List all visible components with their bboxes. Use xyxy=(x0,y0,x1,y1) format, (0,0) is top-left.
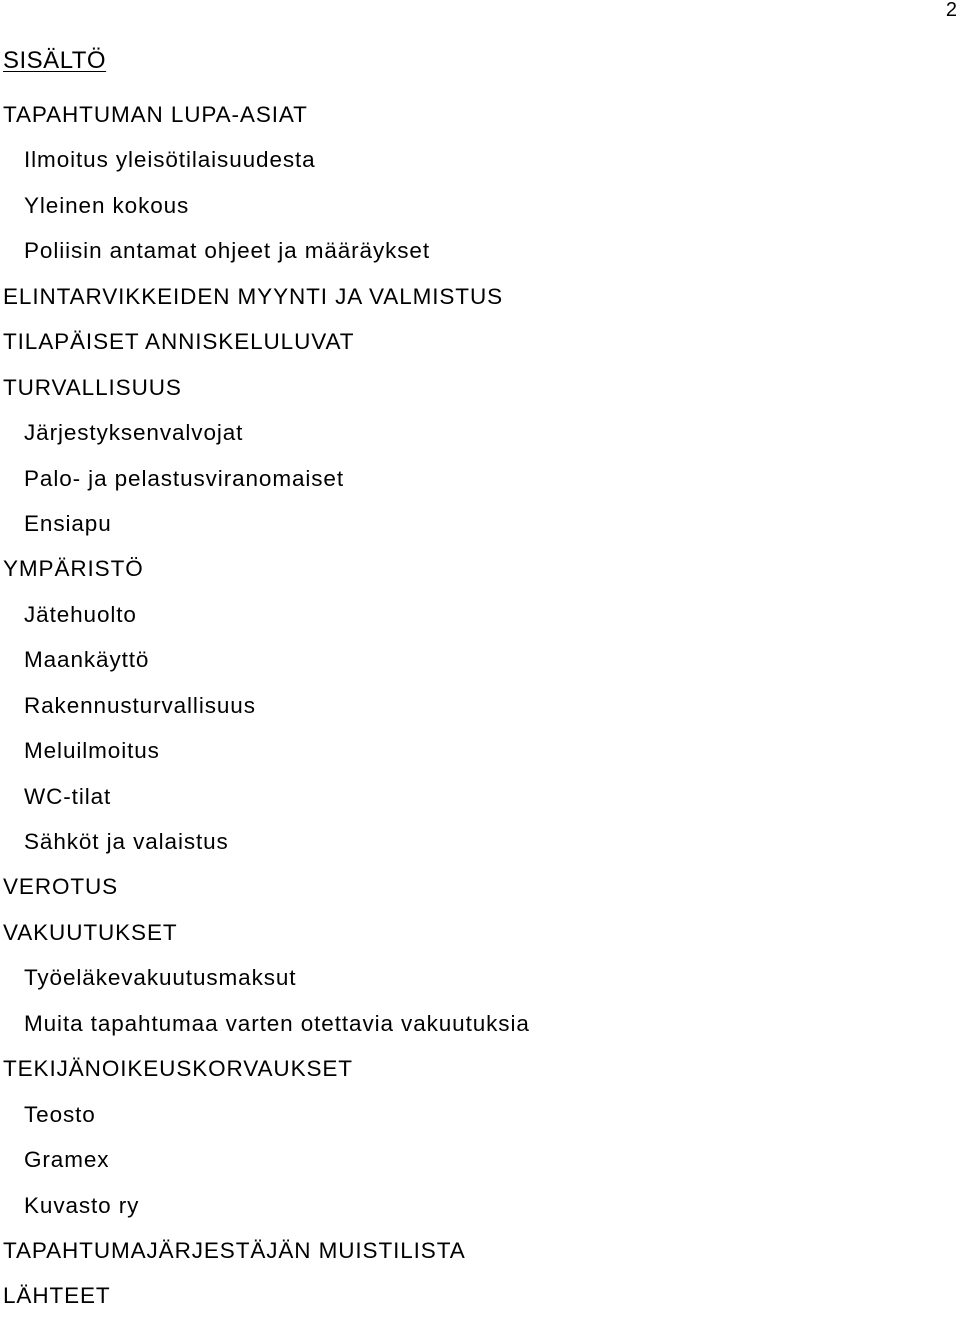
toc-subsection-item: Muita tapahtumaa varten otettavia vakuutuksia xyxy=(24,1010,530,1036)
toc-subsection-item: Sähköt ja valaistus xyxy=(24,829,229,854)
toc-section-heading: ELINTARVIKKEIDEN MYYNTI JA VALMISTUS xyxy=(3,283,504,309)
toc-subsection-item: Ensiapu xyxy=(24,510,112,536)
table-of-contents xyxy=(0,101,530,1328)
toc-section-heading: TURVALLISUUS xyxy=(3,374,182,400)
toc-subsection-item: Kuvasto ry xyxy=(24,1192,140,1218)
toc-subsection-item: Maankäyttö xyxy=(24,647,150,673)
toc-section-heading: TEKIJÄNOIKEUSKORVAUKSET xyxy=(3,1056,353,1082)
toc-subsection-item: Jätehuolto xyxy=(24,601,137,627)
toc-subsection-item: Työeläkevakuutusmaksut xyxy=(24,965,297,991)
toc-subsection-item: Rakennusturvallisuus xyxy=(24,692,256,718)
toc-section-heading: TILAPÄISET ANNISKELULUVAT xyxy=(3,329,355,355)
toc-section-heading: YMPÄRISTÖ xyxy=(3,556,144,582)
toc-subsection-item: Teosto xyxy=(24,1101,96,1127)
toc-section-heading: VAKUUTUKSET xyxy=(3,919,178,945)
toc-subsection-item: Palo- ja pelastusviranomaiset xyxy=(24,465,344,491)
toc-subsection-item: Ilmoitus yleisötilaisuudesta xyxy=(24,147,316,173)
toc-subsection-item: Yleinen kokous xyxy=(24,192,190,218)
toc-section-heading: TAPAHTUMAJÄRJESTÄJÄN MUISTILISTA xyxy=(3,1237,466,1263)
toc-subsection-item: Poliisin antamat ohjeet ja määräykset xyxy=(24,238,430,264)
toc-subsection-item: Gramex xyxy=(24,1147,110,1173)
toc-subsection-item: Meluilmoitus xyxy=(24,738,160,764)
toc-section-heading: TAPAHTUMAN LUPA-ASIAT xyxy=(3,102,308,127)
toc-section-heading: LÄHTEET xyxy=(3,1283,111,1309)
toc-subsection-item: WC-tilat xyxy=(24,783,112,809)
page-number: 2 xyxy=(945,0,957,21)
toc-subsection-item: Järjestyksenvalvojat xyxy=(24,420,244,446)
contents-heading: SISÄLTÖ xyxy=(3,47,107,74)
toc-section-heading: VEROTUS xyxy=(3,874,119,900)
